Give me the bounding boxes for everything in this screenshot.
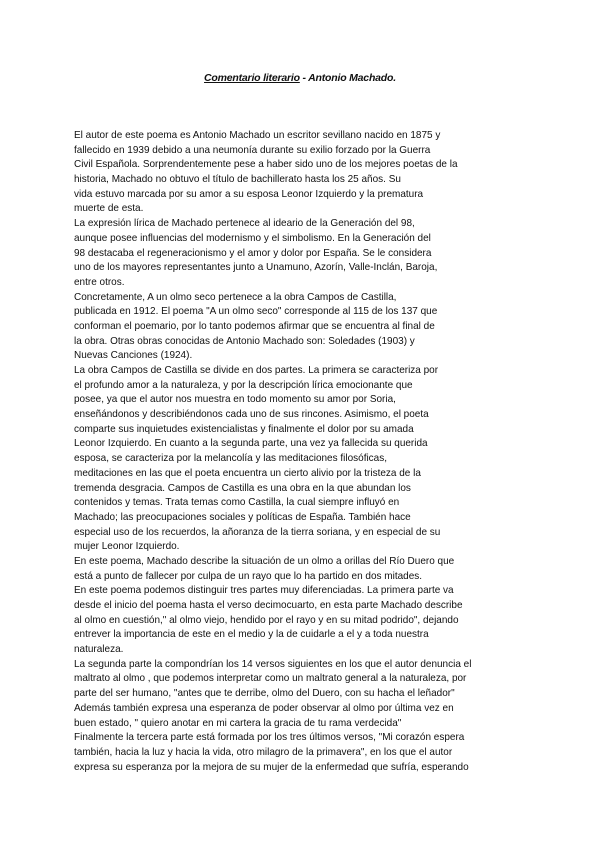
text-line: al olmo en cuestión," al olmo viejo, hendido por el rayo y en su mitad podrido", dejando	[74, 614, 459, 626]
text-line: parte del ser humano, "antes que te derribe, olmo del Duero, con su hacha el leñador"	[74, 688, 455, 700]
text-line: vida estuvo marcada por su amor a su esposa Leonor Izquierdo y la prematura	[74, 188, 424, 200]
text-line: uno de los mayores representantes junto a Unamuno, Azorín, Valle-Inclán, Baroja,	[74, 262, 438, 274]
text-line: entre otros.	[74, 276, 125, 288]
title-underlined-part: Comentario literario	[204, 72, 300, 84]
text-line: En este poema podemos distinguir tres partes muy diferenciadas. La primera parte va	[74, 585, 454, 597]
text-line: Concretamente, A un olmo seco pertenece a la obra Campos de Castilla,	[74, 291, 397, 303]
text-line: está a punto de fallecer por culpa de un rayo que lo ha partido en dos mitades.	[74, 570, 423, 582]
text-line: La obra Campos de Castilla se divide en dos partes. La primera se caracteriza por	[74, 365, 439, 376]
text-line: publicada en 1912. El poema "A un olmo seco" corresponde al 115 de los 137 que	[74, 306, 438, 318]
text-line: desde el inicio del poema hasta el verso decimocuarto, en esta parte Machado describe	[74, 600, 463, 611]
text-line: posee, ya que el autor nos muestra en todo momento su amor por Soria,	[74, 394, 396, 406]
text-line: expresa su esperanza por la mejora de su mujer de la enfermedad que sufría, esperando	[74, 761, 469, 773]
text-line: entrever la importancia de este en el medio y la de cuidarle a el y a toda nuestra	[74, 629, 429, 641]
text-line: muerte de esta.	[74, 203, 144, 215]
text-line: En este poema, Machado describe la situación de un olmo a orillas del Río Duero que	[74, 555, 455, 567]
title-author-part: - Antonio Machado.	[299, 72, 396, 84]
text-line: buen estado, " quiero anotar en mi cartera la gracia de tu rama verdecida"	[74, 717, 402, 729]
text-line: 98 destacaba el regeneracionismo y el amor y dolor por España. Se le considera	[74, 247, 432, 259]
text-line: enseñándonos y describiéndonos cada uno de sus rincones. Asimismo, el poeta	[74, 409, 429, 421]
text-line: Leonor Izquierdo. En cuanto a la segunda parte, una vez ya fallecida su querida	[74, 438, 428, 450]
text-line: mujer Leonor Izquierdo.	[74, 541, 180, 553]
text-line: maltrato al olmo , que podemos interpretar como un maltrato general a la naturaleza, por	[74, 673, 467, 685]
text-line: aunque posee influencias del modernismo y el simbolismo. En la Generación del	[74, 232, 431, 244]
text-line: especial uso de los recuerdos, la añoranza de la tierra soriana, y en especial de su	[74, 526, 441, 538]
text-line: historia, Machado no obtuvo el título de bachillerato hasta los 25 años. Su	[74, 174, 401, 186]
text-line: Machado; las preocupaciones sociales y políticas de España. También hace	[74, 511, 411, 523]
text-line: Nuevas Canciones (1924).	[74, 350, 193, 362]
text-line: naturaleza.	[74, 644, 124, 656]
text-line: el profundo amor a la naturaleza, y por la descripción lírica emocionante que	[74, 379, 413, 391]
text-line: esposa, se caracteriza por la melancolía y las meditaciones filosóficas,	[74, 453, 387, 465]
text-line: Civil Española. Sorprendentemente pese a haber sido uno de los mejores poetas de la	[74, 159, 458, 171]
text-line: contenidos y temas. Trata temas como Castilla, la cual siempre influyó en	[74, 497, 400, 509]
text-line: comparte sus inquietudes existencialistas y finalmente el dolor por su amada	[74, 423, 414, 435]
text-line: meditaciones en las que el poeta encuentra un cierto alivio por la tristeza de la	[74, 467, 421, 479]
text-line: conforman el poemario, por lo tanto podemos afirmar que se encuentra al final de	[74, 320, 435, 332]
text-line: La segunda parte la compondrían los 14 versos siguientes en los que el autor denuncia el	[74, 658, 472, 670]
text-line: tremenda desgracia. Campos de Castilla es una obra en la que abundan los	[74, 482, 411, 494]
text-line: Además también expresa una esperanza de poder observar al olmo por última vez en	[74, 702, 454, 714]
text-line: la obra. Otras obras conocidas de Antonio Machado son: Soledades (1903) y	[74, 335, 415, 347]
text-line: Finalmente la tercera parte está formada por los tres últimos versos, "Mi corazón espera	[74, 732, 465, 744]
document-title	[0, 72, 600, 84]
text-line: fallecido en 1939 debido a una neumonía durante su exilio forzado por la Guerra	[74, 144, 431, 156]
text-line: La expresión lírica de Machado pertenece al ideario de la Generación del 98,	[74, 218, 415, 230]
text-line: también, hacia la luz y hacia la vida, otro milagro de la primavera", en los que el autor	[74, 746, 453, 758]
body-text	[74, 129, 534, 775]
text-line: El autor de este poema es Antonio Machado un escritor sevillano nacido en 1875 y	[74, 130, 441, 141]
